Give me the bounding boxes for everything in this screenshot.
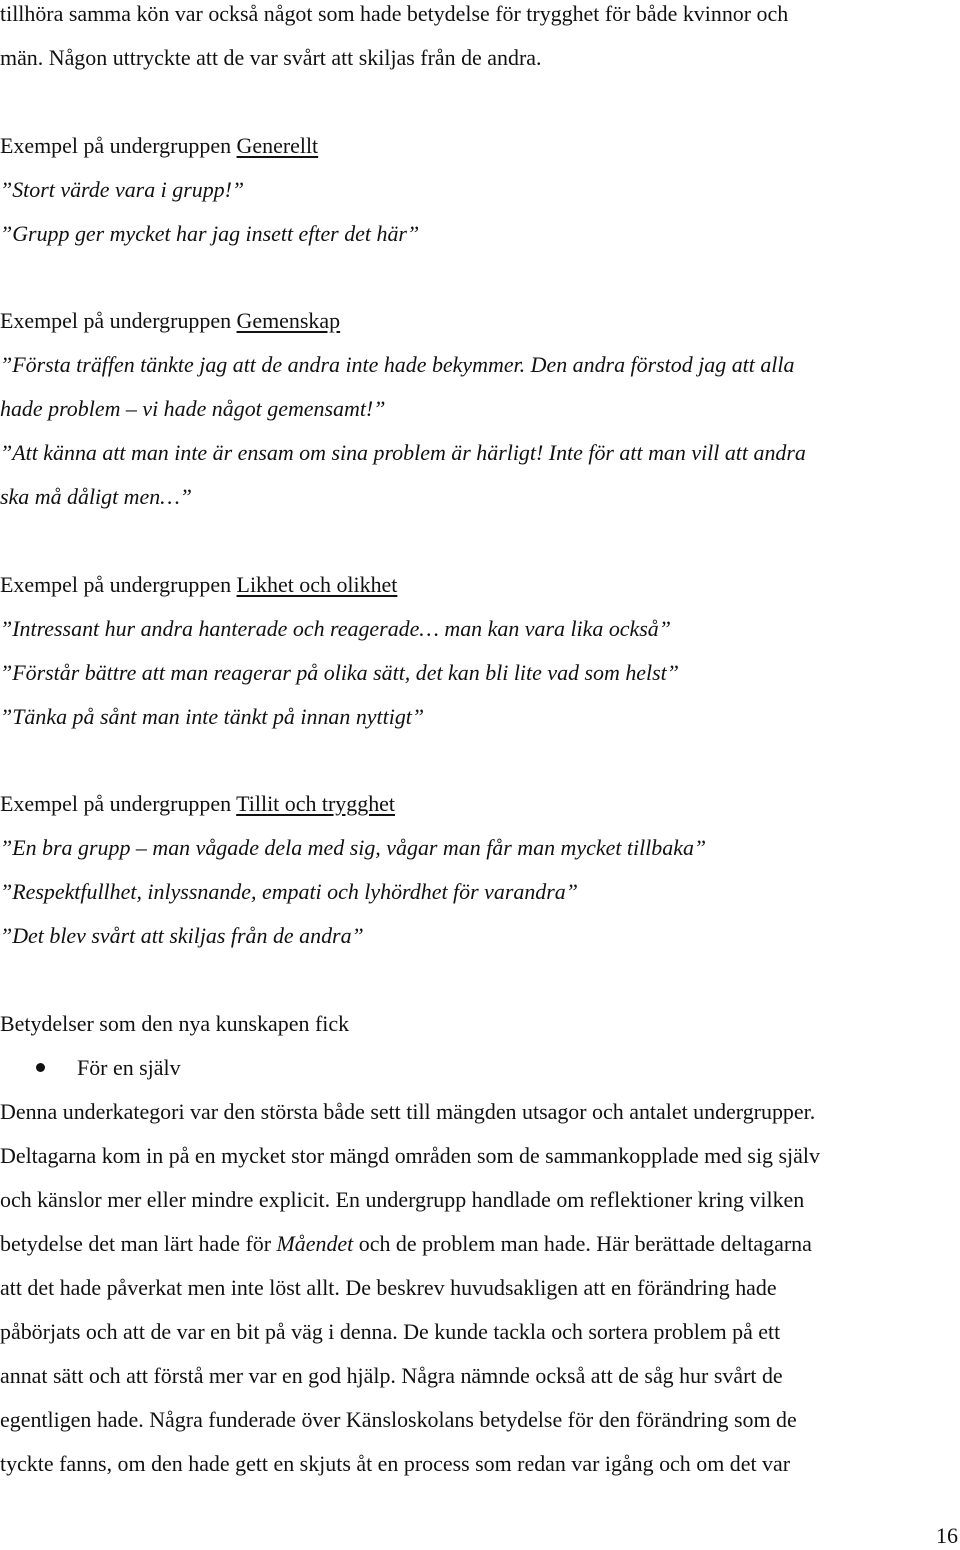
text-line — [0, 1398, 960, 1442]
italic-text: ”Intressant hur andra hanterade och reagerade… man kan vara lika också” — [0, 615, 671, 641]
quote-line — [0, 475, 960, 519]
intro-paragraph — [0, 0, 960, 80]
quote-line — [0, 607, 960, 651]
italic-text: ”Första träffen tänkte jag att de andra inte hade bekymmer. Den andra förstod jag att alla — [0, 352, 795, 377]
text-run: och de problem man hade. Här berättade deltagarna — [353, 1230, 812, 1256]
bullet-item-label: För en själv — [77, 1054, 181, 1080]
subgroup-name: Gemenskap — [236, 308, 341, 333]
quote-line — [0, 870, 960, 914]
subgroup-block — [0, 299, 960, 563]
italic-text: Måendet — [276, 1230, 354, 1256]
text-line: tillhöra samma kön var också något som hade betydelse för trygghet för både kvinnor och — [0, 1, 789, 26]
italic-text: ska må dåligt men…” — [0, 484, 192, 509]
subgroup-heading — [0, 782, 960, 826]
subgroup-heading — [0, 299, 960, 343]
text-run: betydelse det man lärt hade för — [0, 1230, 277, 1256]
text-line — [0, 1178, 960, 1222]
quote-line — [0, 914, 960, 958]
subgroup-prefix: Exempel på undergruppen — [0, 571, 237, 597]
text-run: påbörjats och att de var en bit på väg i denna. De kunde tackla och sortera problem på ett — [0, 1318, 781, 1344]
italic-text: ”Stort värde vara i grupp!” — [0, 176, 245, 202]
quote-line — [0, 651, 960, 695]
quote-line — [0, 343, 960, 387]
text-line — [0, 1134, 960, 1178]
body-paragraph — [0, 1090, 960, 1486]
subgroup-prefix: Exempel på undergruppen — [0, 132, 237, 158]
quote-line — [0, 431, 960, 475]
italic-text: ”Det blev svårt att skiljas från de andra” — [0, 923, 364, 948]
quote-line — [0, 168, 960, 212]
subgroup-block — [0, 124, 960, 300]
italic-text: ”Tänka på sånt man inte tänkt på innan nyttigt” — [0, 703, 425, 729]
text-line — [0, 1090, 960, 1134]
subgroup-examples — [0, 124, 960, 1002]
quote-line — [0, 387, 960, 431]
text-run: Denna underkategori var den största både sett till mängden utsagor och antalet undergrupper. — [0, 1098, 816, 1124]
text-line — [0, 1442, 960, 1486]
quote-line — [0, 212, 960, 256]
subgroup-prefix: Exempel på undergruppen — [0, 791, 237, 816]
text-run: annat sätt och att förstå mer var en god hjälp. Några nämnde också att de såg hur svårt de — [0, 1362, 783, 1388]
text-run: Deltagarna kom in på en mycket stor mängd områden som de sammankopplade med sig själv — [0, 1142, 820, 1168]
bullet-dot-icon — [36, 1063, 45, 1072]
text-line — [0, 1310, 960, 1354]
subgroup-name: Generellt — [236, 132, 319, 158]
italic-text: ”Att känna att man inte är ensam om sina problem är härligt! Inte för att man vill att andra — [0, 440, 806, 465]
italic-text: ”Förstår bättre att man reagerar på olika sätt, det kan bli lite vad som helst” — [0, 659, 679, 685]
subgroup-name: Likhet och olikhet — [236, 571, 398, 597]
quote-line — [0, 695, 960, 739]
bullet-item — [0, 1046, 960, 1090]
text-line — [0, 1222, 960, 1266]
text-line — [0, 1354, 960, 1398]
text-line: män. Någon uttryckte att de var svårt att skiljas från de andra. — [0, 45, 542, 70]
italic-text: ”Grupp ger mycket har jag insett efter det här” — [0, 220, 420, 246]
text-run: och känslor mer eller mindre explicit. En undergrupp handlade om reflektioner kring vilken — [0, 1186, 805, 1212]
page-number: 16 — [936, 1523, 958, 1548]
subgroup-block — [0, 782, 960, 1002]
text-line — [0, 1266, 960, 1310]
italic-text: ”En bra grupp – man vågade dela med sig, vågar man får man mycket tillbaka” — [0, 835, 707, 860]
subgroup-prefix: Exempel på undergruppen — [0, 308, 237, 333]
italic-text: hade problem – vi hade något gemensamt!” — [0, 396, 386, 421]
subgroup-block — [0, 563, 960, 783]
text-run: tyckte fanns, om den hade gett en skjuts åt en process som redan var igång och om det var — [0, 1450, 791, 1476]
text-run: att det hade påverkat men inte löst allt. De beskrev huvudsakligen att en förändring hade — [0, 1274, 777, 1300]
text-run: egentligen hade. Några funderade över Känsloskolans betydelse för den förändring som de — [0, 1406, 797, 1432]
subgroup-heading — [0, 563, 960, 607]
italic-text: ”Respektfullhet, inlyssnande, empati och lyhördhet för varandra” — [0, 879, 578, 904]
subgroup-name: Tillit och trygghet — [236, 791, 395, 816]
quote-line — [0, 826, 960, 870]
section-heading: Betydelser som den nya kunskapen fick — [0, 1010, 350, 1036]
subgroup-heading — [0, 124, 960, 168]
